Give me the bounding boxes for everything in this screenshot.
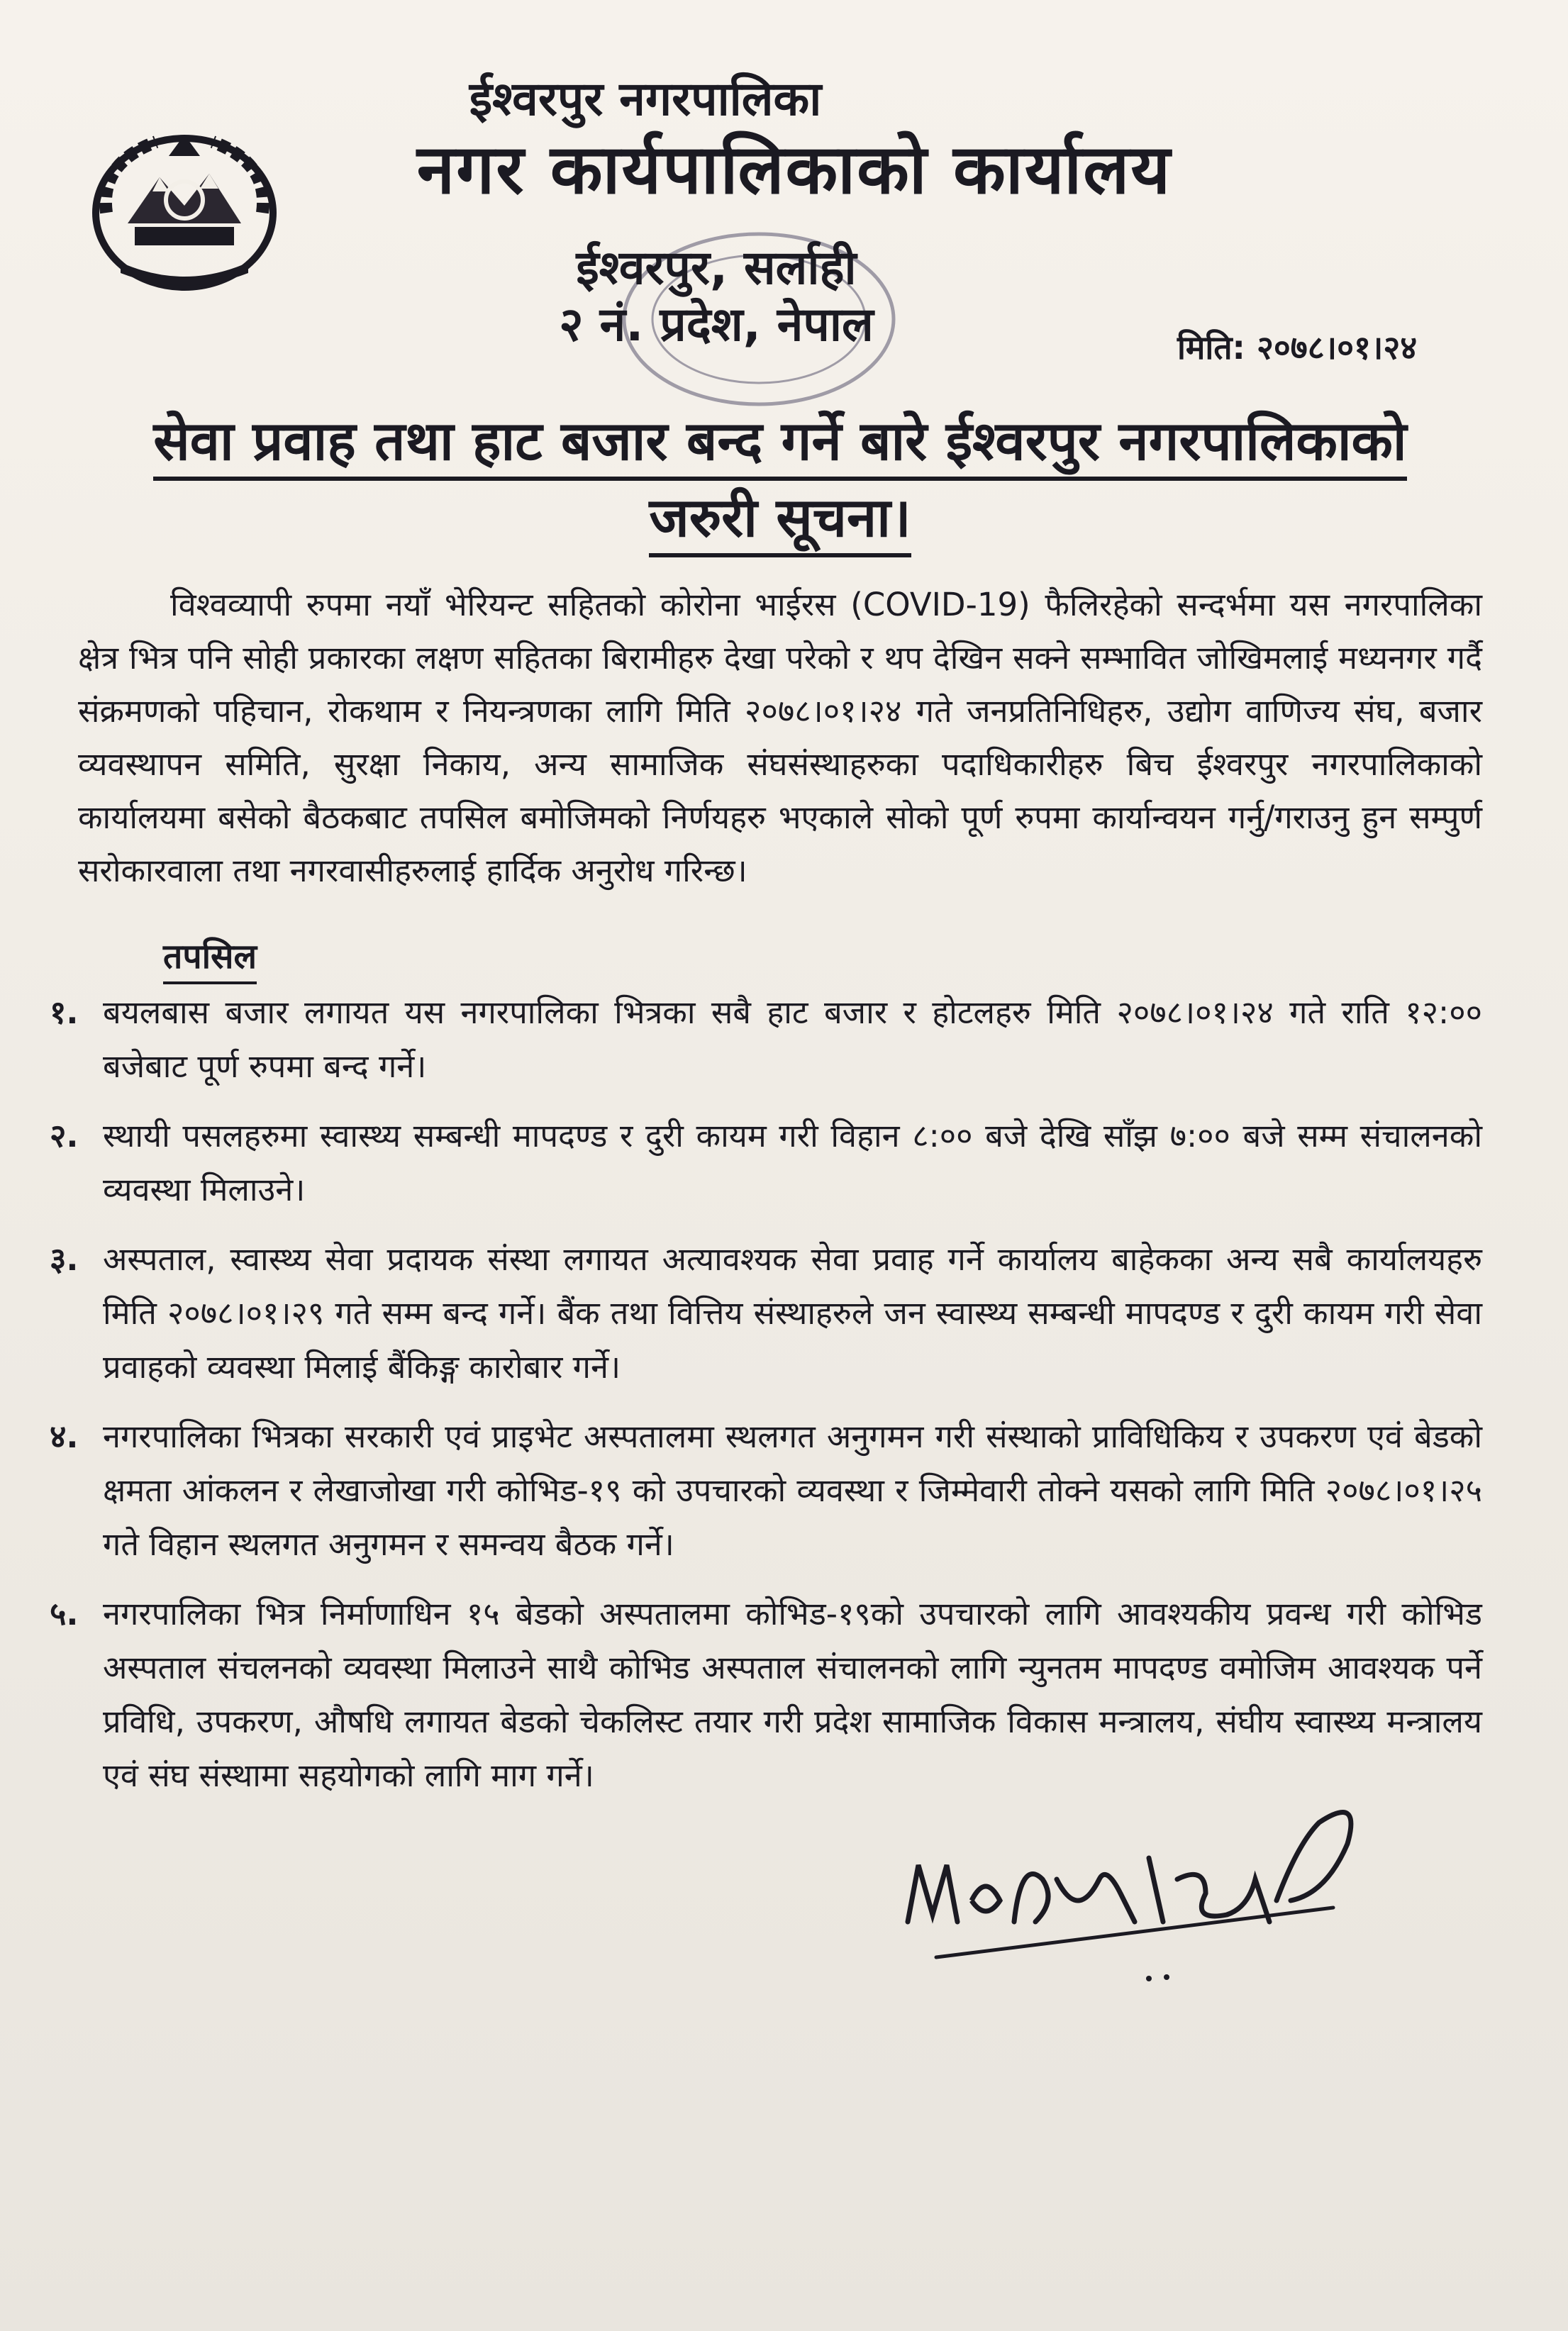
decision-number: २. — [50, 1117, 79, 1155]
decision-text: स्थायी पसलहरुमा स्वास्थ्य सम्बन्धी मापदण्ड र दुरी कायम गरी विहान ८:०० बजे देखि साँझ ७:०० बजे सम्म संचालनको व्यवस्था मिलाउने। — [103, 1117, 1482, 1208]
municipality-name: ईश्वरपुर नगरपालिका — [469, 72, 822, 126]
notice-date: मिति: २०७८।०१।२४ — [1177, 328, 1418, 367]
decision-item-3 — [35, 1233, 1482, 1394]
notice-title-line-1: सेवा प्रवाह तथा हाट बजार बन्द गर्ने बारे ईश्वरपुर नगरपालिकाको — [153, 409, 1406, 481]
decision-item-1 — [35, 986, 1482, 1094]
decision-number: १. — [50, 994, 79, 1031]
decision-list — [35, 986, 1482, 1818]
nepal-government-emblem-icon — [78, 121, 291, 298]
handwritten-signature — [894, 1780, 1390, 1993]
notice-title-line-2: जरुरी सूचना। — [649, 486, 911, 557]
office-province: २ नं. प्रदेश, नेपाल — [559, 297, 874, 352]
decision-number: ५. — [50, 1595, 79, 1632]
decision-text: बयलबास बजार लगायत यस नगरपालिका भित्रका सबै हाट बजार र होटलहरु मिति २०७८।०१।२४ गते राति १२:०० बजेबाट पूर्ण रुपमा बन्द गर्ने। — [103, 994, 1482, 1085]
schedule-heading: तपसिल — [163, 933, 257, 984]
decision-item-4 — [35, 1410, 1482, 1571]
decision-number: ३. — [50, 1240, 79, 1278]
decision-text: नगरपालिका भित्र निर्माणाधिन १५ बेडको अस्पतालमा कोभिड-१९को उपचारको लागि आवश्यकीय प्रवन्ध गरी कोभिड अस्पताल संचलनको व्यवस्था मिलाउने साथै कोभिड अस्पताल संचालनको लागि न्युनतम मापदण्ड वमोजिम आवश्यक पर्ने प्रविधि, उपकरण, औषधि लगायत बेडको चेकलिस्ट तयार गरी प्रदेश सामाजिक विकास मन्त्रालय, संघीय स्वास्थ्य मन्त्रालय एवं संघ संस्थामा सहयोगको लागि माग गर्ने। — [103, 1595, 1482, 1794]
decision-item-5 — [35, 1587, 1482, 1803]
office-address: ईश्वरपुर, सर्लाही — [576, 240, 857, 295]
decision-text: अस्पताल, स्वास्थ्य सेवा प्रदायक संस्था लगायत अत्यावश्यक सेवा प्रवाह गर्ने कार्यालय बाहेकका अन्य सबै कार्यालयहरु मिति २०७८।०१।२९ गते सम्म बन्द गर्ने। बैंक तथा वित्तिय संस्थाहरुले जन स्वास्थ्य सम्बन्धी मापदण्ड र दुरी कायम गरी सेवा प्रवाहको व्यवस्था मिलाई बैंकिङ्ग कारोबार गर्ने। — [103, 1240, 1482, 1386]
notice-subtitle — [106, 479, 1454, 552]
notice-title — [106, 403, 1454, 476]
decision-number: ४. — [50, 1418, 79, 1455]
decision-item-2 — [35, 1109, 1482, 1217]
intro-paragraph: विश्वव्यापी रुपमा नयाँ भेरियन्ट सहितको कोरोना भाईरस (COVID-19) फैलिरहेको सन्दर्भमा यस नगरपालिका क्षेत्र भित्र पनि सोही प्रकारका लक्षण सहितका बिरामीहरु देखा परेको र थप देखिन सक्ने सम्भावित जोखिमलाई मध्यनगर गर्दै संक्रमणको पहिचान, रोकथाम र नियन्त्रणका लागि मिति २०७८।०१।२४ गते जनप्रतिनिधिहरु, उद्योग वाणिज्य संघ, बजार व्यवस्थापन समिति, सुरक्षा निकाय, अन्य सामाजिक संघसंस्थाहरुका पदाधिकारीहरु बिच ईश्वरपुर नगरपालिकाको कार्यालयमा बसेको बैठकबाट तपसिल बमोजिमको निर्णयहरु भएकाले सोको पूर्ण रुपमा कार्यान्वयन गर्नु/गराउनु हुन सम्पुर्ण सरोकारवाला तथा नगरवासीहरुलाई हार्दिक अनुरोध गरिन्छ। — [78, 586, 1482, 889]
office-name: नगर कार्यपालिकाको कार्यालय — [416, 130, 1172, 209]
decision-text: नगरपालिका भित्रका सरकारी एवं प्राइभेट अस्पतालमा स्थलगत अनुगमन गरी संस्थाको प्राविधिकिय र उपकरण एवं बेडको क्षमता आंकलन र लेखाजोखा गरी कोभिड-१९ को उपचारको व्यवस्था र जिम्मेवारी तोक्ने यसको लागि मिति २०७८।०१।२५ गते विहान स्थलगत अनुगमन र समन्वय बैठक गर्ने। — [103, 1418, 1482, 1563]
